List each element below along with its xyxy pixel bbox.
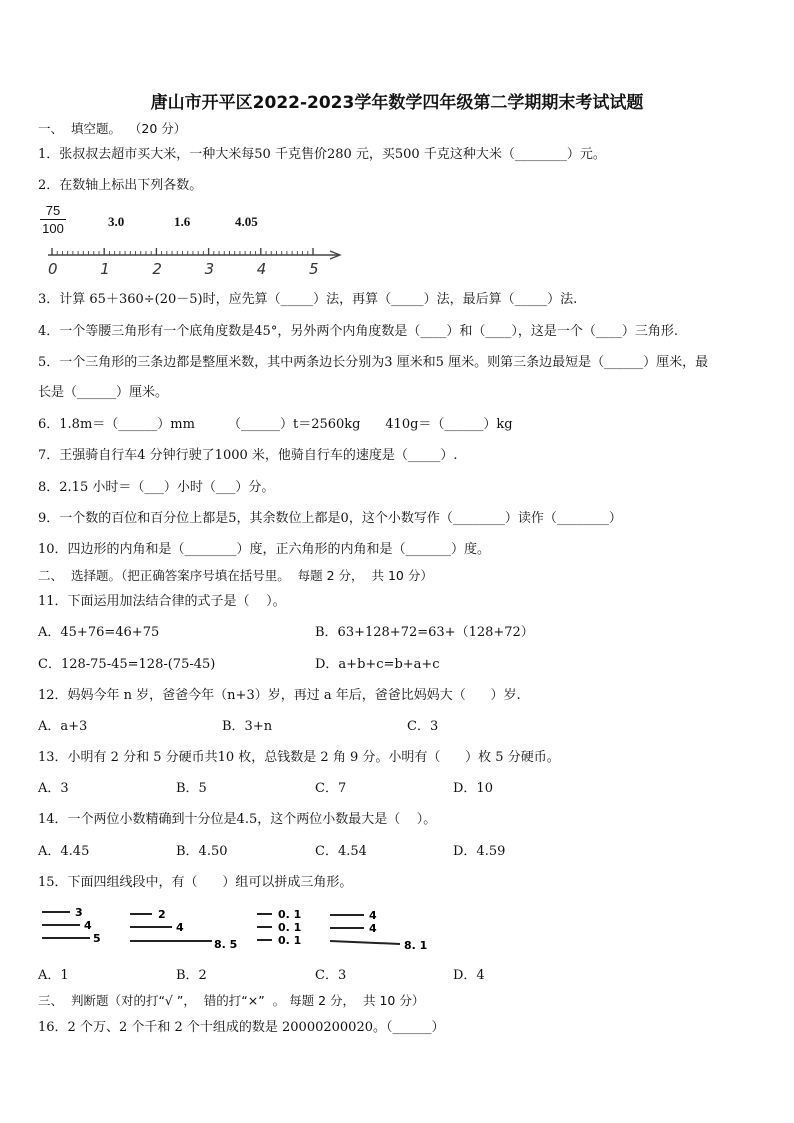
q15-option-c: C．3: [315, 968, 347, 983]
question-7: 7．王强骑自行车4 分钟行驶了1000 米，他骑自行车的速度是（_____）.: [38, 448, 458, 463]
axis-label: 4: [256, 260, 267, 278]
q13-option-d: D．10: [453, 781, 493, 796]
seg2-label-c: 8. 5: [214, 938, 238, 951]
question-1: 1．张叔叔去超市买大米，一种大米每50 千克售价280 元，买500 千克这种大米（________）元。: [38, 147, 606, 162]
question-12: 12．妈妈今年 n 岁，爸爸今年（n+3）岁，再过 a 年后，爸爸比妈妈大（ ）岁.: [38, 688, 521, 703]
axis-label: 2: [152, 260, 162, 278]
number-1-6: 1.6: [174, 214, 191, 229]
section-judge-heading: 三、 判断题（对的打“√ ”， 错的打“×” 。 每题 2 分， 共 10 分）: [38, 993, 425, 1008]
seg4-label-a: 4: [369, 909, 377, 922]
number-line: [40, 245, 350, 280]
q11-option-d: D．a+b+c=b+a+c: [315, 657, 440, 672]
axis-label: 3: [204, 260, 215, 278]
question-13: 13．小明有 2 分和 5 分硬币共10 枚，总钱数是 2 角 9 分。小明有（ ）枚 5 分硬币。: [38, 750, 560, 765]
seg3-label-b: 0. 1: [278, 921, 302, 934]
segment-group-2: [130, 908, 237, 951]
seg4-label-c: 8. 1: [404, 939, 428, 952]
question-6: 6．1.8m＝（______）mm （______）t＝2560kg 410g＝（______）kg: [38, 417, 513, 432]
number-line-labels: [48, 260, 319, 278]
q15-option-a: A．1: [38, 968, 69, 983]
segment-group-3: [257, 908, 301, 947]
fraction-denominator: 100: [42, 221, 64, 236]
seg2-label-b: 4: [176, 921, 184, 934]
axis-label: 0: [48, 260, 58, 278]
q15-option-d: D．4: [453, 968, 485, 983]
page-title: 唐山市开平区2022-2023学年数学四年级第二学期期末考试试题: [150, 93, 644, 113]
question-5-line-2: 长是（______）厘米。: [38, 385, 169, 400]
question-15: 15．下面四组线段中，有（ ）组可以拼成三角形。: [38, 875, 353, 890]
section-choice-heading: 二、 选择题。（把正确答案序号填在括号里。 每题 2 分， 共 10 分）: [38, 568, 433, 583]
q13-option-c: C．7: [315, 781, 347, 796]
q12-option-b: B．3+n: [222, 719, 273, 734]
q14-option-c: C．4.54: [315, 844, 367, 859]
q11-option-a: A．45+76=46+75: [38, 625, 160, 640]
q15-option-b: B．2: [176, 968, 207, 983]
question-8: 8．2.15 小时＝（___）小时（___）分。: [38, 480, 275, 495]
section-fill-blank-heading: 一、 填空题。 （20 分）: [38, 121, 187, 136]
fraction-numerator: 75: [40, 203, 66, 220]
question-2: 2．在数轴上标出下列各数。: [38, 178, 203, 193]
seg3-label-c: 0. 1: [278, 934, 302, 947]
question-10: 10．四边形的内角和是（________）度，正六角形的内角和是（_______）度。: [38, 542, 491, 557]
q12-option-a: A．a+3: [38, 719, 88, 734]
segment-group-4: [330, 909, 427, 952]
q14-option-d: D．4.59: [453, 844, 506, 859]
number-4-05: 4.05: [235, 214, 258, 229]
q14-option-a: A．4.45: [38, 844, 90, 859]
segment-group-1: [42, 906, 101, 945]
q15-segments-figure: [38, 905, 438, 955]
seg3-label-a: 0. 1: [278, 908, 302, 921]
q12-option-c: C．3: [407, 719, 439, 734]
seg1-label-c: 5: [93, 932, 101, 945]
seg2-label-a: 2: [158, 908, 166, 921]
axis-label: 1: [100, 260, 110, 278]
q11-option-c: C．128-75-45=128-(75-45): [38, 657, 216, 672]
number-line-ticks: [52, 248, 313, 255]
q13-option-b: B．5: [176, 781, 207, 796]
seg1-label-a: 3: [75, 906, 83, 919]
seg4-label-b: 4: [369, 922, 377, 935]
axis-label: 5: [309, 260, 319, 278]
q13-option-a: A．3: [38, 781, 69, 796]
question-4: 4．一个等腰三角形有一个底角度数是45°，另外两个内角度数是（____）和（____），这是一个（____）三角形.: [38, 324, 678, 339]
number-3-0: 3.0: [108, 214, 125, 229]
question-3: 3．计算 65＋360÷(20－5)时，应先算（_____）法，再算（_____）法，最后算（_____）法.: [38, 292, 578, 307]
q14-option-b: B．4.50: [176, 844, 228, 859]
question-5-line-1: 5．一个三角形的三条边都是整厘米数，其中两条边长分别为3 厘米和5 厘米。则第三条边最短是（______）厘米，最: [38, 355, 709, 370]
question-14: 14．一个两位小数精确到十分位是4.5，这个两位小数最大是（ ）。: [38, 812, 437, 827]
question-11: 11．下面运用加法结合律的式子是（ ）。: [38, 594, 286, 609]
seg1-label-b: 4: [84, 919, 92, 932]
q11-option-b: B．63+128+72=63+（128+72）: [315, 625, 534, 640]
fraction-75-100: [40, 203, 66, 236]
question-9: 9．一个数的百位和百分位上都是5，其余数位上都是0，这个小数写作（________）读作（________）: [38, 511, 622, 526]
question-16: 16．2 个万、2 个千和 2 个十组成的数是 20000200020。（______）: [38, 1020, 445, 1035]
